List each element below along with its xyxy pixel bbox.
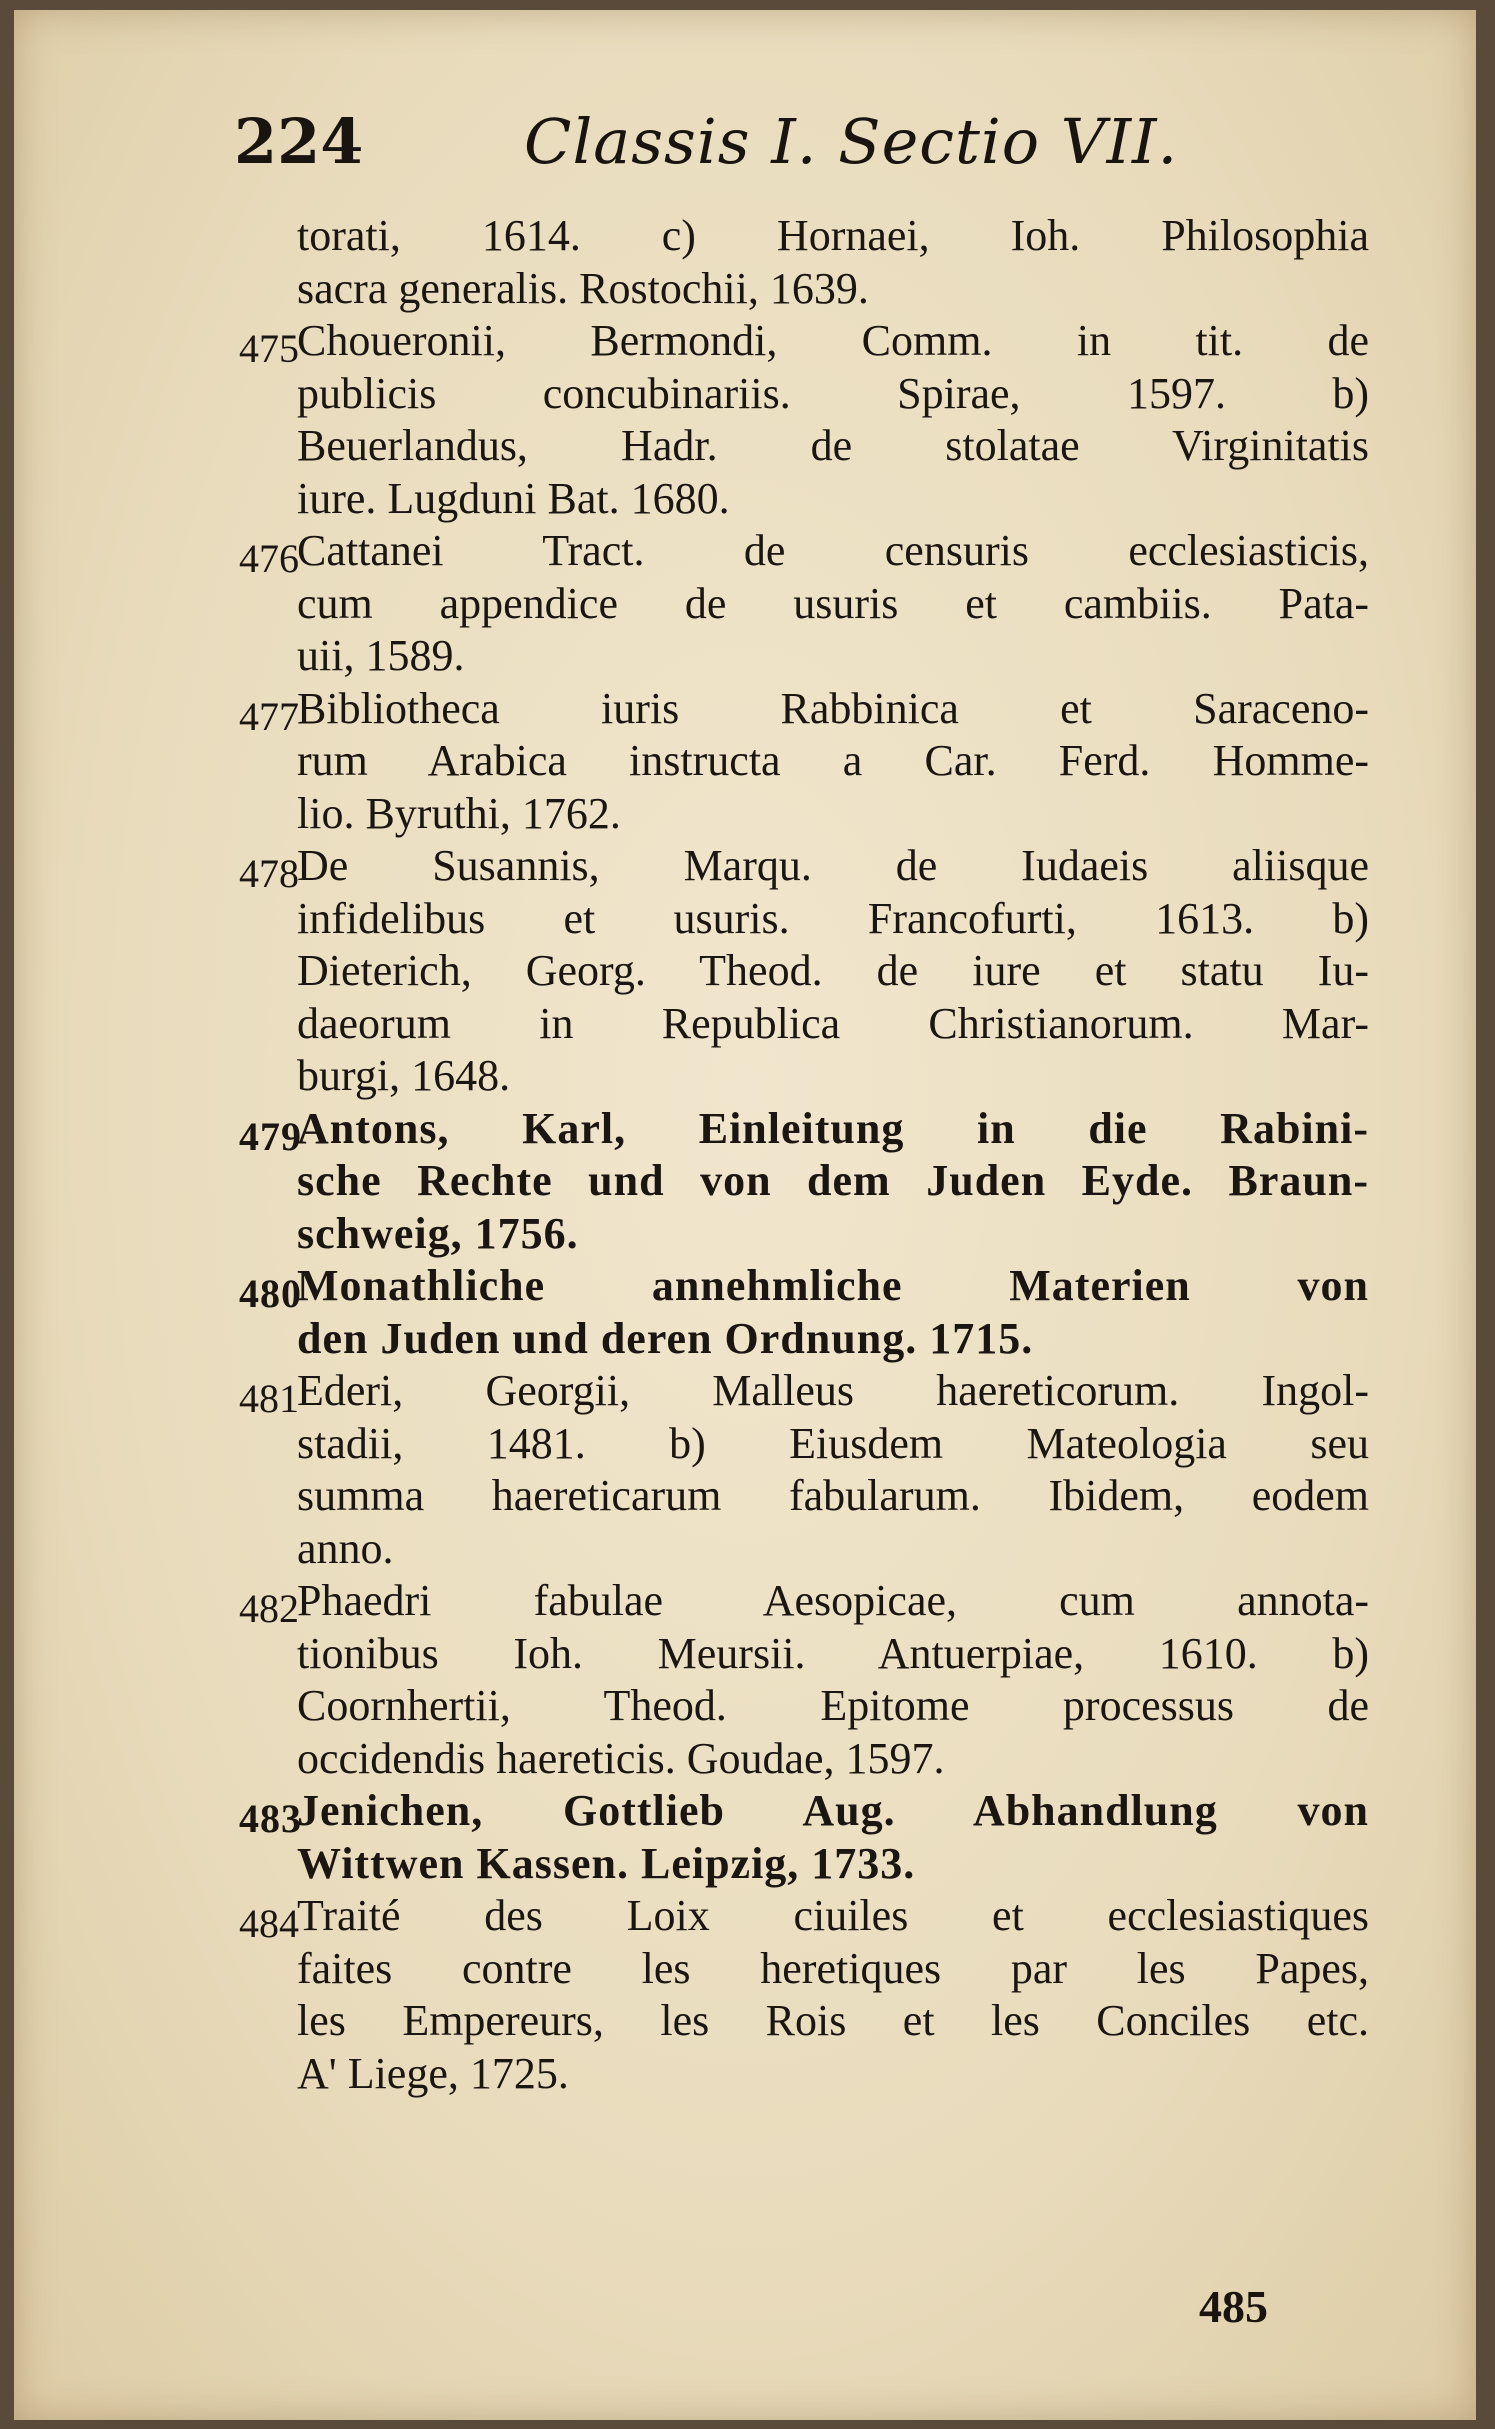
catalog-entry: [219, 683, 1369, 841]
entry-line: sacra generalis. Rostochii, 1639.: [297, 263, 869, 313]
entry-line: faites contre les heretiques par les Papes,: [297, 1943, 1369, 1993]
entry-line: schweig, 1756.: [297, 1208, 579, 1258]
entry-line: daeorum in Republica Christianorum. Mar-: [297, 998, 1369, 1048]
catalog-entry: [219, 1890, 1369, 2100]
entry-line: Traité des Loix ciuiles et ecclesiastiques: [297, 1891, 1369, 1940]
catalog-entries: [219, 210, 1369, 2100]
entry-number: 477: [239, 693, 299, 739]
section-title: Classis I. Sectio VII.: [524, 105, 1179, 178]
entry-line: A' Liege, 1725.: [297, 2048, 569, 2098]
entry-number: 480: [239, 1271, 302, 1316]
entry-line: anno.: [297, 1523, 394, 1573]
entry-line: tionibus Ioh. Meursii. Antuerpiae, 1610. b): [297, 1628, 1369, 1678]
entry-line: uii, 1589.: [297, 631, 465, 680]
entry-line: Dieterich, Georg. Theod. de iure et statu Iu-: [297, 946, 1369, 995]
catalog-entry: [219, 1365, 1369, 1575]
entry-line: occidendis haereticis. Goudae, 1597.: [297, 1733, 945, 1783]
catalog-entry: [219, 1260, 1369, 1365]
catalog-entry: [219, 1103, 1369, 1261]
entry-line: Bibliotheca iuris Rabbinica et Saraceno-: [297, 683, 1369, 733]
entry-number: 476: [239, 536, 299, 581]
entry-number: 479: [239, 1113, 302, 1159]
entry-number: 483: [239, 1796, 302, 1841]
entry-line: Wittwen Kassen. Leipzig, 1733.: [297, 1838, 916, 1888]
entry-number: 484: [239, 1901, 299, 1946]
book-page: [14, 10, 1476, 2420]
entry-line: torati, 1614. c) Hornaei, Ioh. Philosophia: [297, 211, 1369, 260]
entry-number: 482: [239, 1586, 299, 1631]
entry-line: Monathliche annehmliche Materien von: [297, 1261, 1369, 1310]
entry-line: Phaedri fabulae Aesopicae, cum annota-: [297, 1576, 1369, 1625]
entry-line: Coornhertii, Theod. Epitome processus de: [297, 1681, 1369, 1730]
entry-line: De Susannis, Marqu. de Iudaeis aliisque: [297, 841, 1369, 890]
entry-line: den Juden und deren Ordnung. 1715.: [297, 1313, 1034, 1363]
catalog-entry: [219, 1575, 1369, 1785]
page-number: 224: [234, 105, 364, 178]
entry-line: Antons, Karl, Einleitung in die Rabini-: [297, 1103, 1369, 1153]
catalog-entry: [219, 210, 1369, 315]
entry-number: 481: [239, 1376, 299, 1421]
catalog-entry: [219, 1785, 1369, 1890]
entry-line: iure. Lugduni Bat. 1680.: [297, 473, 730, 523]
entry-line: infidelibus et usuris. Francofurti, 1613. b): [297, 893, 1369, 943]
entry-line: Ederi, Georgii, Malleus haereticorum. Ingol-: [297, 1366, 1369, 1415]
entry-line: rum Arabica instructa a Car. Ferd. Homme-: [297, 736, 1369, 785]
entry-line: publicis concubinariis. Spirae, 1597. b): [297, 368, 1369, 418]
entry-line: Cattanei Tract. de censuris ecclesiasticis,: [297, 526, 1369, 575]
entry-line: stadii, 1481. b) Eiusdem Mateologia seu: [297, 1418, 1369, 1468]
entry-line: lio. Byruthi, 1762.: [297, 788, 621, 838]
entry-line: Beuerlandus, Hadr. de stolatae Virginitatis: [297, 421, 1369, 470]
page-header: [234, 105, 1334, 185]
entry-line: Jenichen, Gottlieb Aug. Abhandlung von: [297, 1786, 1369, 1835]
catalog-entry: [219, 840, 1369, 1103]
entry-line: Choueronii, Bermondi, Comm. in tit. de: [297, 316, 1369, 365]
entry-line: les Empereurs, les Rois et les Conciles etc.: [297, 1996, 1369, 2045]
entry-line: sche Rechte und von dem Juden Eyde. Braun-: [297, 1156, 1369, 1205]
catalog-entry: [219, 315, 1369, 525]
signature-number: 485: [1199, 2281, 1268, 2332]
entry-number: 475: [239, 326, 299, 371]
catalog-entry: [219, 525, 1369, 683]
entry-line: summa haereticarum fabularum. Ibidem, eodem: [297, 1471, 1369, 1520]
entry-line: cum appendice de usuris et cambiis. Pata-: [297, 578, 1369, 628]
entry-number: 478: [239, 851, 299, 896]
entry-line: burgi, 1648.: [297, 1051, 511, 1100]
